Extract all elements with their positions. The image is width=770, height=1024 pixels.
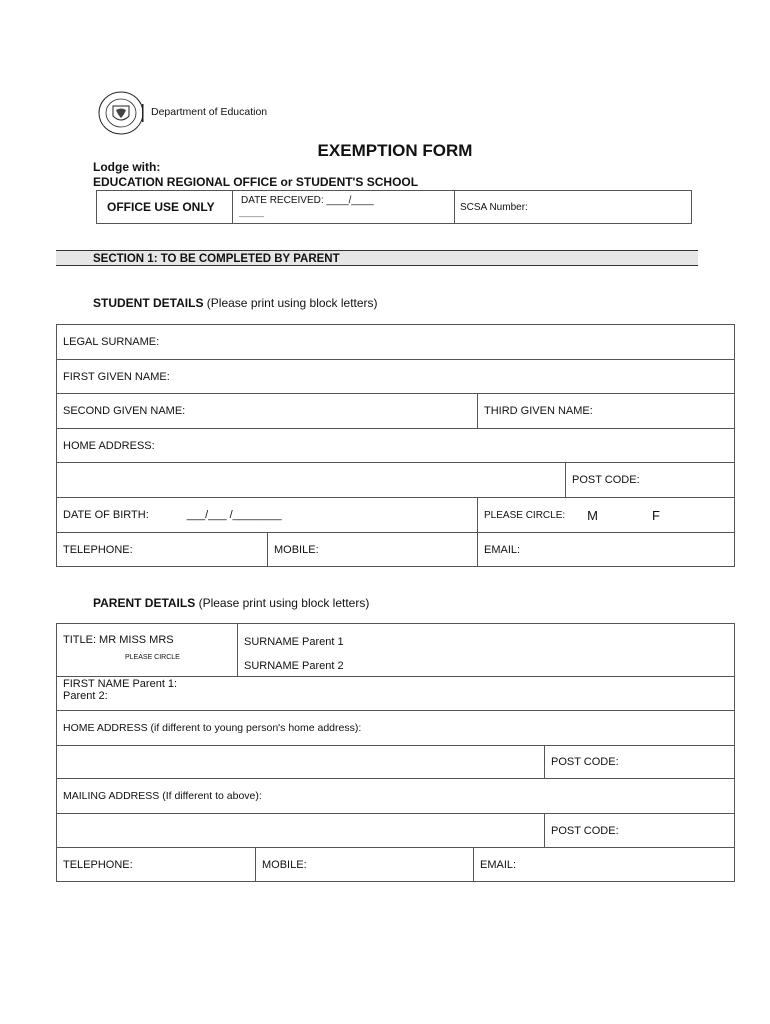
parent-mobile-field[interactable]: [255, 848, 473, 881]
email-field[interactable]: [477, 533, 734, 566]
section-1-header: SECTION 1: TO BE COMPLETED BY PARENT: [56, 250, 698, 266]
first-name-parent-1-label: FIRST NAME Parent 1:: [63, 678, 178, 690]
home-address-label: HOME ADDRESS:: [63, 439, 155, 452]
home-address-line-2[interactable]: [57, 463, 565, 497]
parent-details-heading: [93, 596, 369, 610]
surname-parent-2-label: SURNAME Parent 2: [244, 660, 344, 672]
mailing-address-line-2[interactable]: [57, 814, 544, 847]
student-details-note: (Please print using block letters): [206, 296, 378, 310]
gender-m-option[interactable]: M: [587, 507, 598, 523]
parent-home-address-line-2[interactable]: [57, 746, 544, 778]
crest-logo-icon: [97, 90, 147, 136]
surname-parent-1-label: SURNAME Parent 1: [244, 636, 344, 648]
legal-surname-label: LEGAL SURNAME:: [63, 336, 160, 348]
date-received-label: DATE RECEIVED: ____/____: [241, 195, 374, 206]
post-code-field[interactable]: [565, 463, 734, 497]
scsa-number-field[interactable]: [455, 191, 691, 223]
email-label: EMAIL:: [484, 543, 521, 556]
mailing-address-label: MAILING ADDRESS (If different to above):: [63, 790, 262, 802]
gender-field: [477, 498, 734, 532]
lodge-line-1: Lodge with:: [93, 160, 161, 174]
parent-email-field[interactable]: [473, 848, 734, 881]
second-given-name-field[interactable]: [57, 394, 477, 428]
parent-mobile-label: MOBILE:: [262, 858, 307, 871]
first-name-parent-2-label: Parent 2:: [63, 690, 108, 702]
please-circle-label: PLEASE CIRCLE:: [484, 509, 566, 521]
scsa-number-label: SCSA Number:: [460, 201, 528, 213]
third-given-name-field[interactable]: [477, 394, 734, 428]
parent-home-address-label: HOME ADDRESS (if different to young person's home address):: [63, 722, 362, 734]
legal-surname-field[interactable]: [57, 325, 734, 359]
department-name: Department of Education: [151, 106, 268, 118]
second-given-name-label: SECOND GIVEN NAME:: [63, 405, 186, 417]
first-given-name-field[interactable]: [57, 360, 734, 393]
student-details-heading: [93, 296, 378, 310]
parent-title-field[interactable]: [57, 624, 237, 676]
form-title: EXEMPTION FORM: [317, 141, 473, 160]
parent-details-table: [56, 623, 735, 882]
mailing-address-field[interactable]: [57, 779, 734, 813]
post-code-label: POST CODE:: [572, 474, 640, 486]
parent-details-title: PARENT DETAILS: [93, 596, 196, 610]
date-of-birth-blanks: ___/___ /________: [186, 509, 282, 521]
parent-surnames-field[interactable]: [237, 624, 734, 676]
parent-telephone-label: TELEPHONE:: [63, 858, 133, 871]
first-given-name-label: FIRST GIVEN NAME:: [63, 370, 170, 383]
date-of-birth-label: DATE OF BIRTH:: [63, 509, 149, 521]
office-use-box: [96, 190, 692, 224]
telephone-label: TELEPHONE:: [63, 543, 133, 556]
mobile-field[interactable]: [267, 533, 477, 566]
office-use-label: OFFICE USE ONLY: [97, 191, 233, 223]
mailing-post-code-field[interactable]: [544, 814, 734, 847]
mailing-post-code-label: POST CODE:: [551, 824, 619, 837]
telephone-field[interactable]: [57, 533, 267, 566]
parent-post-code-field[interactable]: [544, 746, 734, 778]
student-details-title: STUDENT DETAILS: [93, 296, 204, 310]
parent-telephone-field[interactable]: [57, 848, 255, 881]
home-address-field[interactable]: [57, 429, 734, 462]
parent-email-label: EMAIL:: [480, 858, 517, 871]
parent-post-code-label: POST CODE:: [551, 756, 619, 768]
lodge-line-2: EDUCATION REGIONAL OFFICE or STUDENT'S SCHOOL: [93, 175, 419, 189]
mobile-label: MOBILE:: [274, 543, 319, 556]
date-received-field[interactable]: [233, 191, 455, 223]
lodge-instructions: [93, 160, 418, 190]
student-details-table: [56, 324, 735, 567]
date-received-tail: _____: [239, 207, 265, 217]
parent-first-names-field[interactable]: [57, 677, 734, 710]
parent-details-note: (Please print using block letters): [198, 596, 370, 610]
parent-title-options: TITLE: MR MISS MRS: [63, 634, 174, 646]
gender-f-option[interactable]: F: [652, 507, 660, 523]
third-given-name-label: THIRD GIVEN NAME:: [484, 405, 593, 417]
parent-home-address-field[interactable]: [57, 711, 734, 745]
date-of-birth-field[interactable]: [57, 498, 477, 532]
parent-title-circle-note: PLEASE CIRCLE: [125, 654, 180, 661]
